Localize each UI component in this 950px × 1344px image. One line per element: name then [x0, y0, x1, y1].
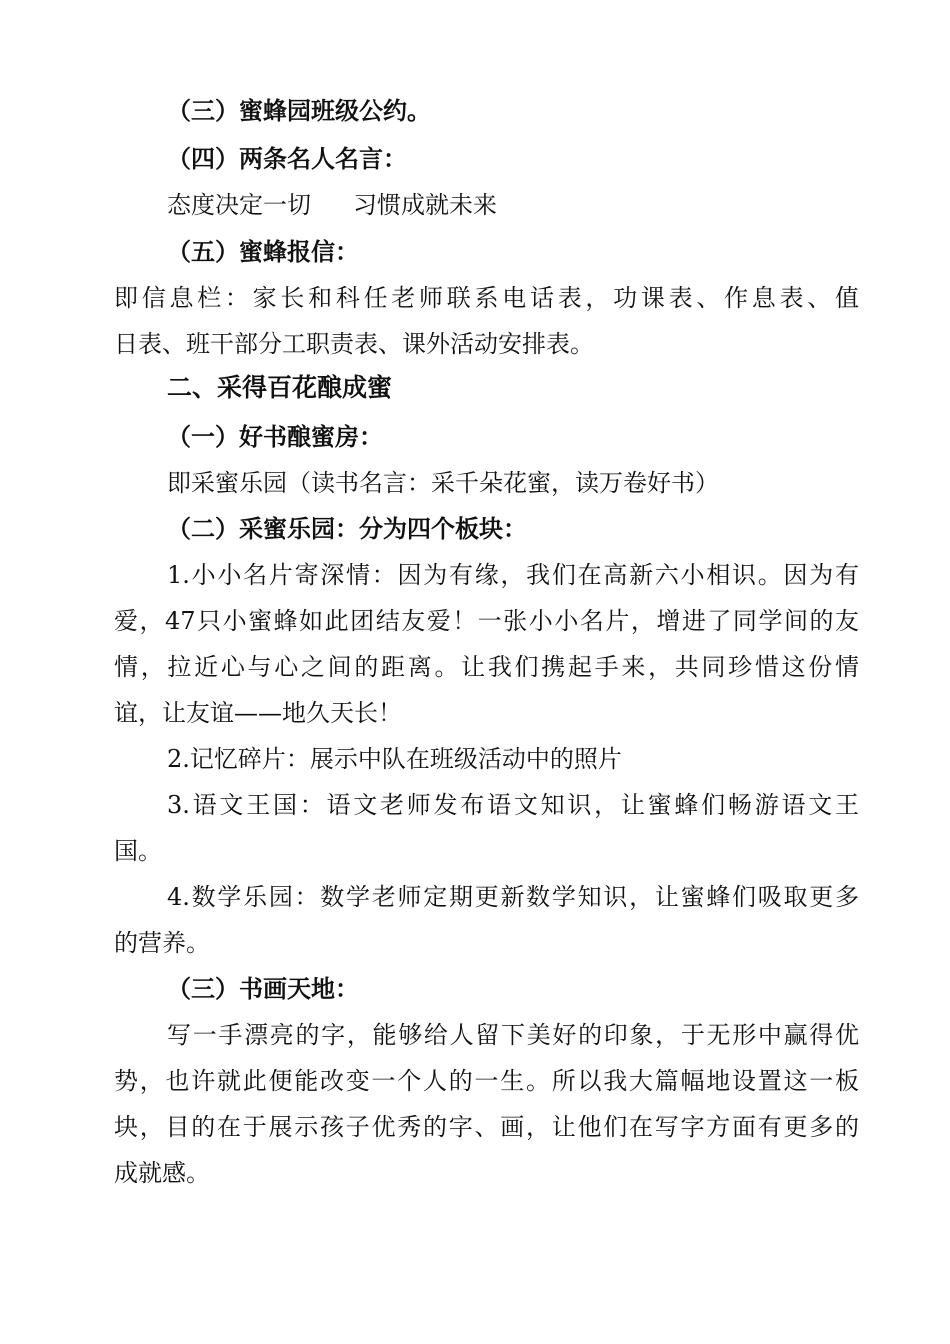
- list-item-line: 2.记忆碎片：展示中队在班级活动中的照片: [167, 745, 622, 773]
- paragraph-line: 日表、班干部分工职责表、课外活动安排表。: [114, 330, 594, 358]
- paragraph-line: 即采蜜乐园（读书名言：采千朵花蜜，读万卷好书）: [167, 469, 719, 497]
- quote: 态度决定一切: [167, 191, 311, 219]
- subsection-title: （四）两条名人名言：: [167, 144, 407, 173]
- paragraph-line: 国。: [114, 837, 162, 865]
- list-item-line: 1.小小名片寄深情：因为有缘，我们在高新六小相识。因为有: [167, 561, 859, 589]
- subsection-title: （二）采蜜乐园：分为四个板块：: [167, 514, 527, 543]
- paragraph-line: 势，也许就此便能改变一个人的一生。所以我大篇幅地设置这一板: [114, 1067, 859, 1095]
- paragraph-line: 爱，47只小蜜蜂如此团结友爱！一张小小名片，增进了同学间的友: [114, 607, 859, 635]
- list-item-line: 4.数学乐园：数学老师定期更新数学知识，让蜜蜂们吸取更多: [167, 883, 859, 911]
- list-item-line: 3.语文王国：语文老师发布语文知识，让蜜蜂们畅游语文王: [167, 791, 859, 819]
- paragraph-line: 的营养。: [114, 929, 210, 957]
- subsection-title: （五）蜜蜂报信：: [167, 237, 359, 266]
- quotes-line: [167, 188, 497, 222]
- paragraph-line: 情，拉近心与心之间的距离。让我们携起手来，共同珍惜这份情: [114, 653, 859, 681]
- subsection-title: （一）好书酿蜜房：: [167, 422, 383, 451]
- subsection-title: （三）蜜蜂园班级公约。: [167, 96, 431, 125]
- subsection-title: （三）书画天地：: [167, 974, 359, 1003]
- quote: 习惯成就未来: [353, 191, 497, 219]
- paragraph-line: 谊，让友谊——地久天长！: [114, 699, 402, 727]
- paragraph-line: 写一手漂亮的字，能够给人留下美好的印象，于无形中赢得优: [167, 1021, 859, 1049]
- paragraph-line: 块，目的在于展示孩子优秀的字、画，让他们在写字方面有更多的: [114, 1113, 859, 1141]
- paragraph-line: 成就感。: [114, 1159, 210, 1187]
- paragraph-line: 即信息栏：家长和科任老师联系电话表，功课表、作息表、值: [114, 284, 859, 312]
- section-heading: 二、采得百花酿成蜜: [167, 373, 393, 402]
